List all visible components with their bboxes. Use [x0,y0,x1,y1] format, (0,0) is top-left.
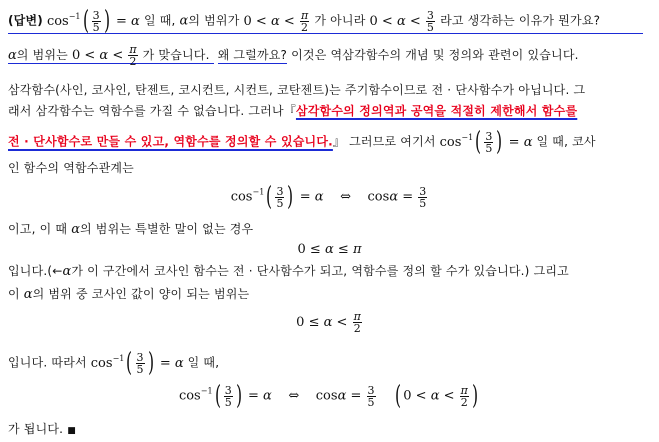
answer-label: (답변) [8,13,43,28]
p4-line-end: 가 됩니다. ■ [8,422,76,436]
display-range-2: 0 ≤ α < $\frac{\pi}{2}$ [296,310,361,335]
p3-line-3: 이 α의 범위 중 코사인 값이 양이 되는 범위는 [8,287,250,302]
inline-math: $\cos^{-1}$( $\frac{3}{5}$ ) = α [46,6,140,36]
question-underline [8,33,643,34]
p2-line-1: 삼각함수(사인, 코사인, 탄젠트, 코시컨트, 시컨트, 코탄젠트)는 주기함수이므로 전 · 단사함수가 아닙니다. 그 [8,83,586,97]
display-eq-2: $\cos^{-1}$( $\frac{3}{5}$ ) = α ⇔ cosα = $\frac{3}{5}$ ( 0 < α < $\frac{\pi}{2}$ ) [178,381,479,411]
p2-line-2: 래서 삼각함수는 역함수를 가질 수 없습니다. 그러나『삼각함수의 정의역과 공역을 적절히 제한해서 함수를 [8,104,578,118]
display-eq-1: $\cos^{-1}$( $\frac{3}{5}$ ) = α ⇔ cosα = $\frac{3}{5}$ [230,182,427,212]
highlight-text-1: 삼각함수의 정의역과 공역을 적절히 제한해서 함수를 [295,104,578,118]
p4-line-1: 입니다. 따라서 $\cos^{-1}$( $\frac{3}{5}$ ) = α 일 때, [8,348,220,378]
p3-line-1: 이고, 이 때 α의 범위는 특별한 말이 없는 경우 [8,222,254,237]
p2-line-4: 인 함수의 역함수관계는 [8,161,134,175]
inline-range-2: 0 < α < $\frac{3}{5}$ [369,8,434,34]
p1-line: α의 범위는 0 < α < $\frac{\pi}{2}$ 가 맞습니다. 왜 그럴까요? 이것은 역삼각함수의 개념 및 정의와 관련이 있습니다. [8,43,579,68]
highlight-text-2: 전 · 단사함수로 만들 수 있고, 역함수를 정의할 수 있습니다. [8,134,333,149]
qed-mark: ■ [67,426,76,436]
p2-line-3: 전 · 단사함수로 만들 수 있고, 역함수를 정의할 수 있습니다.』 그러므로 여기서 $\cos^{-1}$( $\frac{3}{5}$ ) = α 일 때, 코사 [8,127,596,157]
question-line: (답변) $\cos^{-1}$( $\frac{3}{5}$ ) = α 일 때, α의 범위가 0 < α < $\frac{\pi}{2}$ 가 아니라 0 < α < $\frac{3}{5}$ 라고 생각하는 이유가 뭔가요? [8,6,601,36]
display-range-1: 0 ≤ α ≤ π [297,242,362,257]
p3-line-2: 입니다.(←α가 이 구간에서 코사인 함수는 전 · 단사함수가 되고, 역함수를 정의 할 수가 있습니다.) 그리고 [8,264,569,279]
inline-range-1: 0 < α < $\frac{\pi}{2}$ [243,8,309,34]
